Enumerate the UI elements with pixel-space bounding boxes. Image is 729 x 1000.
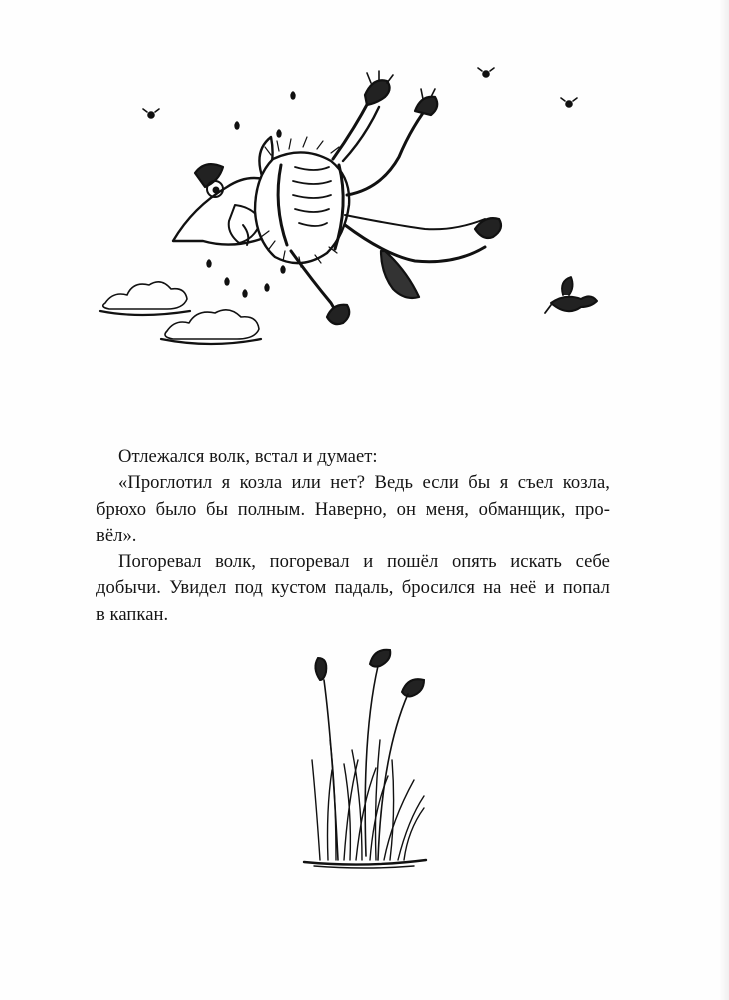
- paragraph-line: Отлежался волк, встал и думает:: [118, 446, 378, 467]
- story-text: [96, 444, 610, 628]
- paragraph-line: вёл».: [96, 524, 137, 546]
- page-edge-shadow: [719, 0, 729, 1000]
- fly-icon: [478, 68, 494, 77]
- grass-tuft-illustration-icon: [290, 640, 440, 870]
- bird-icon: [545, 277, 597, 313]
- paragraph-line: Погоревал волк, погоревал и пошёл опять искать себе: [118, 551, 610, 573]
- fly-icon: [561, 98, 577, 107]
- wolf-fallen-illustration-icon: [95, 55, 615, 365]
- paragraph-line: «Проглотил я козла или нет? Ведь если бы я съел козла,: [118, 472, 610, 494]
- paragraph-line: добычи. Увидел под кустом падаль, бросился на неё и попал: [96, 577, 610, 599]
- cloud-icon: [100, 282, 190, 315]
- paragraph-line: брюхо было бы полным. Наверно, он меня, обманщик, про-: [96, 498, 610, 520]
- fly-icon: [143, 109, 159, 118]
- paragraph-line: в капкан.: [96, 603, 169, 625]
- cloud-icon: [161, 310, 261, 344]
